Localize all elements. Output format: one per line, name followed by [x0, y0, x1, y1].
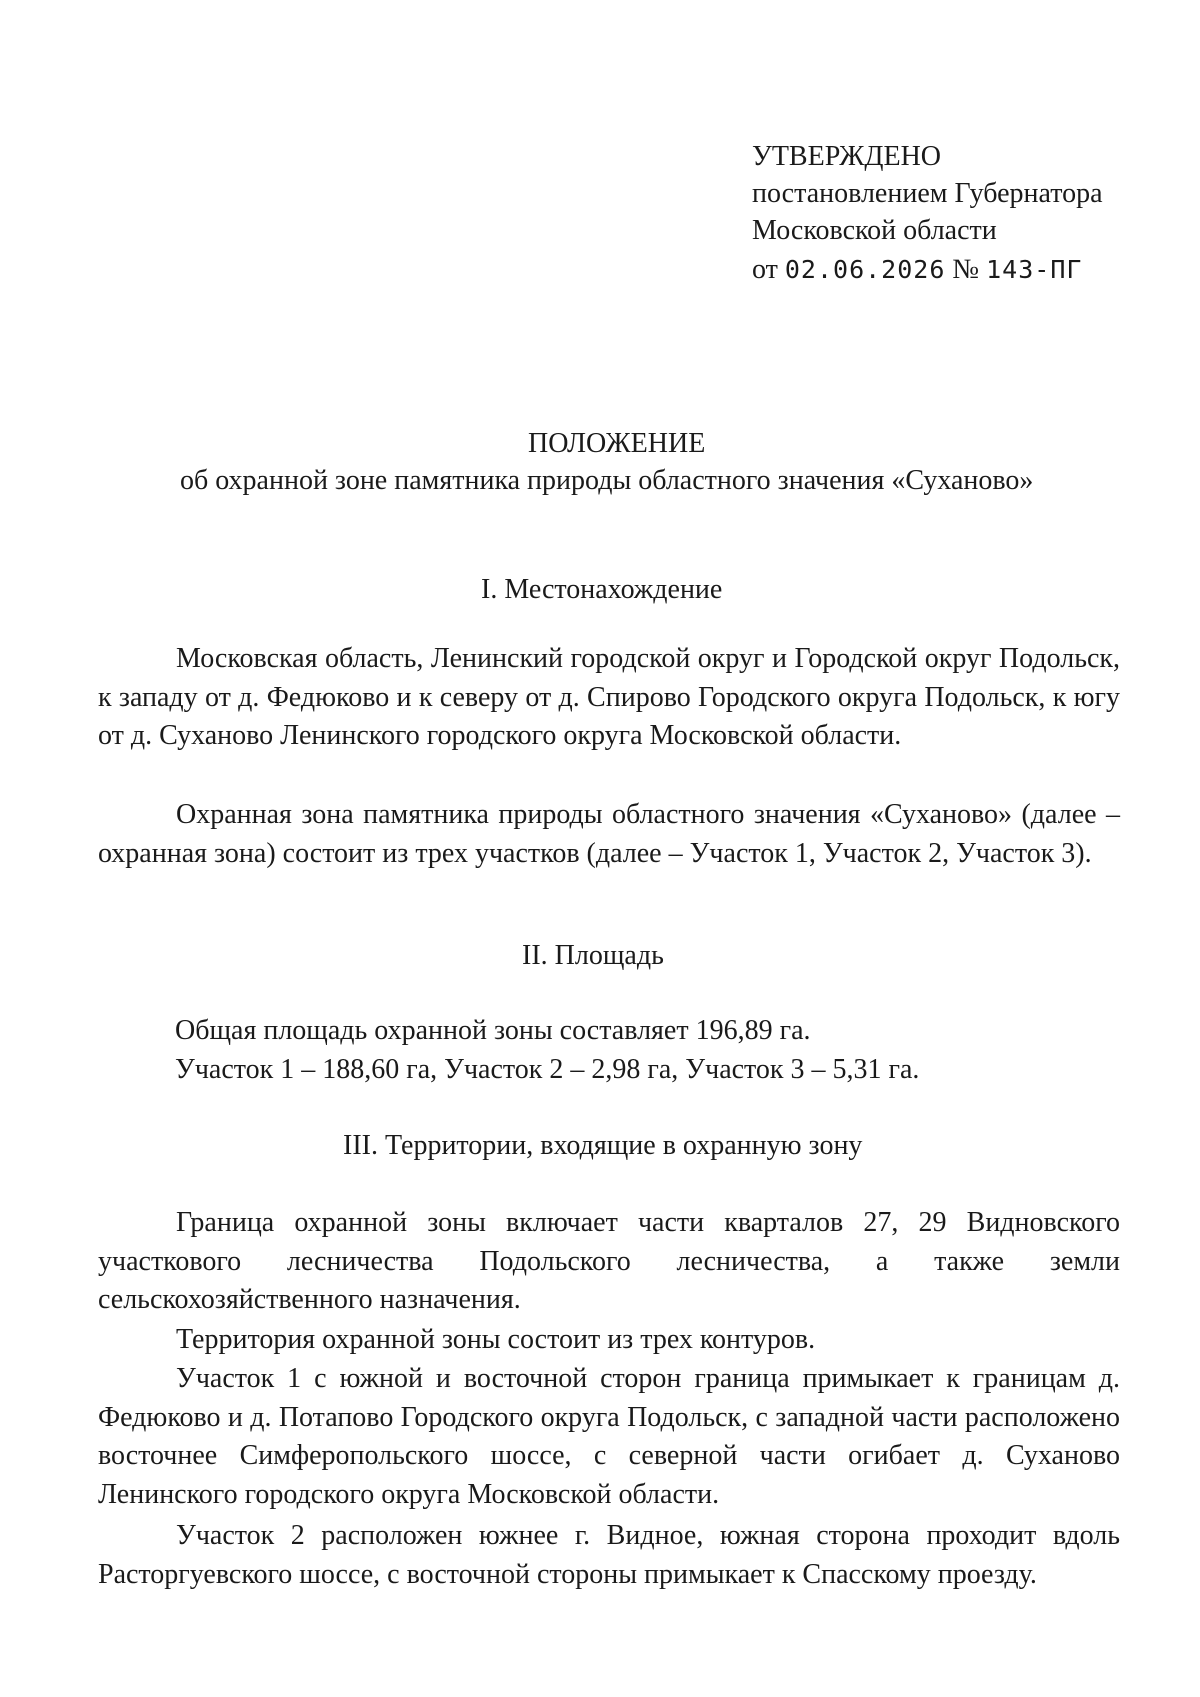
title-main: ПОЛОЖЕНИЕ: [528, 428, 706, 459]
approval-title: УТВЕРЖДЕНО: [752, 141, 942, 172]
section-2-total-area: Общая площадь охранной зоны составляет 196,89 га.: [175, 1015, 811, 1046]
section-3-paragraph-4: Участок 2 расположен южнее г. Видное, южная сторона проходит вдоль Расторгуевского шоссе, с восточной стороны примыкает к Спасскому проезду.: [98, 1520, 1120, 1590]
section-3-heading: III. Территории, входящие в охранную зону: [343, 1130, 863, 1161]
approval-date: 02.06.2026: [784, 255, 946, 284]
approval-date-line: [752, 251, 1103, 288]
approval-region: Московской области: [752, 215, 997, 246]
section-1-paragraph-1: Московская область, Ленинский городской округ и Городской округ Подольск, к западу от д. Федюково и к северу от д. Спирово Городского округа Подольск, к югу от д. Суханово Ленинского городского округа Московской области.: [98, 643, 1120, 751]
approval-decree: постановлением Губернатора: [752, 178, 1103, 209]
section-1-paragraph-2: Охранная зона памятника природы областного значения «Суханово» (далее – охранная зона) состоит из трех участков (далее – Участок 1, Участок 2, Участок 3).: [98, 799, 1120, 869]
section-3-paragraph-3: Участок 1 с южной и восточной сторон граница примыкает к границам д. Федюково и д. Потапово Городского округа Подольск, с западной части расположено восточнее Симферопольского шоссе, с северной части огибает д. Суханово Ленинского городского округа Московской области.: [98, 1363, 1120, 1510]
section-3-paragraph-1: Граница охранной зоны включает части кварталов 27, 29 Видновского участкового лесничества Подольского лесничества, а также земли сельскохозяйственного назначения.: [98, 1207, 1120, 1315]
section-2-heading: II. Площадь: [522, 940, 664, 971]
title-subtitle: об охранной зоне памятника природы областного значения «Суханово»: [180, 465, 1034, 496]
approval-stamp: [752, 138, 1103, 288]
section-1-heading: I. Местонахождение: [481, 574, 723, 605]
approval-number: 143-ПГ: [986, 255, 1083, 284]
approval-number-sign: №: [952, 254, 980, 285]
approval-date-prefix: от: [752, 254, 778, 285]
section-2-plot-areas: Участок 1 – 188,60 га, Участок 2 – 2,98 га, Участок 3 – 5,31 га.: [175, 1054, 920, 1085]
section-3-paragraph-2: Территория охранной зоны состоит из трех контуров.: [176, 1324, 816, 1355]
